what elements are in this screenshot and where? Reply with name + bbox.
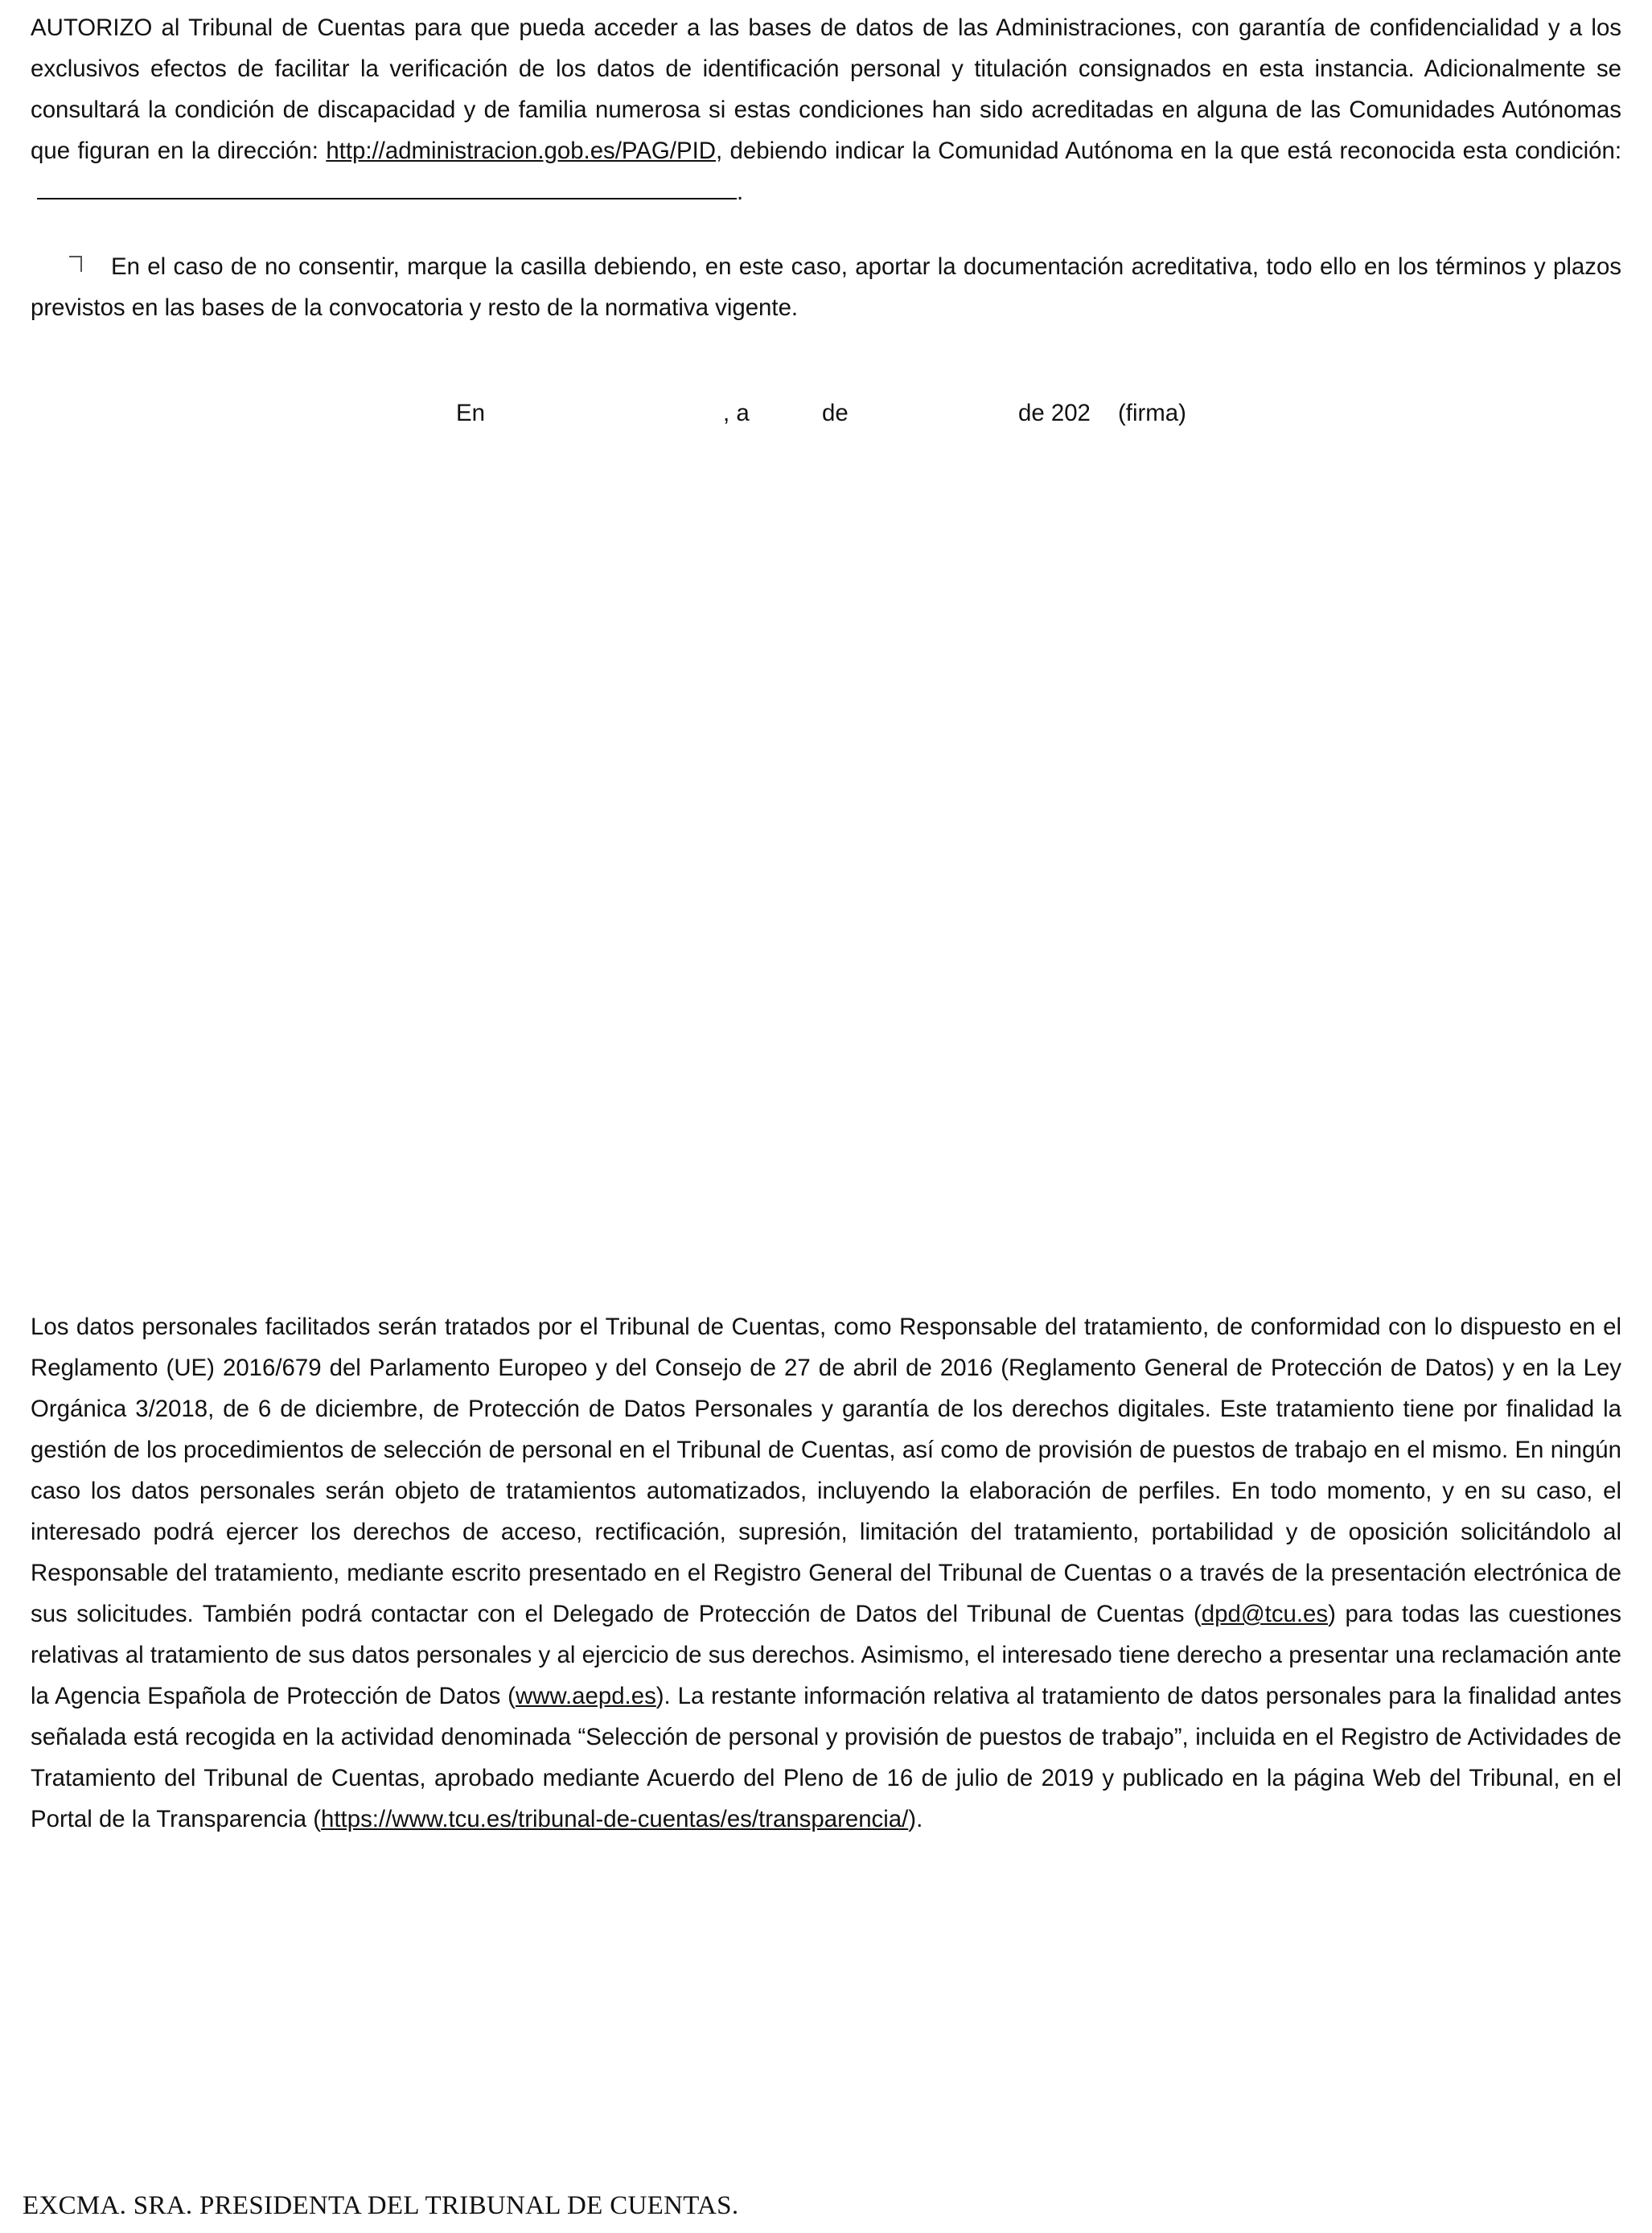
proteccion-datos-paragraph [31, 1306, 1621, 1840]
proteccion-text-4: ). [908, 1806, 923, 1832]
dpd-email-link[interactable]: dpd@tcu.es [1201, 1601, 1329, 1627]
proteccion-text-2: ) para todas las cuestiones relativas al tratamiento de sus datos personales y al ejercicio de sus derechos. Asimismo, el interesado tiene derecho a presentar una reclamación ante la Agencia Española de Protección de Datos ( [31, 1601, 1621, 1709]
transparencia-link[interactable]: https://www.tcu.es/tribunal-de-cuentas/es/transparencia/ [321, 1806, 909, 1832]
date-de-label: de [822, 400, 849, 426]
firma-label: (firma) [1118, 400, 1186, 426]
date-a-label: , a [723, 400, 750, 426]
date-en-label: En [456, 400, 485, 426]
administracion-link[interactable]: http://administracion.gob.es/PAG/PID [326, 138, 716, 164]
no-consentir-checkbox[interactable] [69, 256, 82, 272]
proteccion-text-1: Los datos personales facilitados serán tratados por el Tribunal de Cuentas, como Responsable del tratamiento, de conformidad con lo dispuesto en el Reglamento (UE) 2016/679 del Parlamento Europeo y del Consejo de 27 de abril de 2016 (Reglamento General de Protección de Datos) y en la Ley Orgánica 3/2018, de 6 de diciembre, de Protección de Datos Personales y garantía de los derechos digitales. Este tratamiento tiene por finalidad la gestión de los procedimientos de selección de personal en el Tribunal de Cuentas, así como de provisión de puestos de trabajo en el mismo. En ningún caso los datos personales serán objeto de tratamientos automatizados, incluyendo la elaboración de perfiles. En todo momento, y en su caso, el interesado podrá ejercer los derechos de acceso, rectificación, supresión, limitación del tratamiento, portabilidad y de oposición solicitándolo al Responsable del tratamiento, mediante escrito presentado en el Registro General del Tribunal de Cuentas o a través de la presentación electrónica de sus solicitudes. También podrá contactar con el Delegado de Protección de Datos del Tribunal de Cuentas ( [31, 1314, 1621, 1627]
date-signature-line [0, 393, 1652, 434]
date-year-label: de 202 [1018, 400, 1091, 426]
proteccion-text-3: ). La restante información relativa al tratamiento de datos personales para la finalidad antes señalada está recogida en la actividad denominada “Selección de personal y provisión de puestos de trabajo”, incluida en el Registro de Actividades de Tratamiento del Tribunal de Cuentas, aprobado mediante Acuerdo del Pleno de 16 de julio de 2019 y publicado en la página Web del Tribunal, en el Portal de la Transparencia ( [31, 1683, 1621, 1832]
autorizo-text-2: , debiendo indicar la Comunidad Autónoma en la que está reconocida esta condición: [715, 138, 1621, 164]
addressee-line: EXCMA. SRA. PRESIDENTA DEL TRIBUNAL DE CUENTAS. [23, 2191, 739, 2220]
autorizo-paragraph [31, 7, 1621, 212]
comunidad-autonoma-field[interactable] [37, 177, 737, 199]
no-consentir-text: En el caso de no consentir, marque la casilla debiendo, en este caso, aportar la documentación acreditativa, todo ello en los términos y plazos previstos en las bases de la convocatoria y resto de la normativa vigente. [31, 253, 1621, 321]
no-consentir-paragraph [31, 246, 1621, 328]
autorizo-text-end: . [737, 179, 744, 205]
autorizo-text-1: AUTORIZO al Tribunal de Cuentas para que pueda acceder a las bases de datos de las Administraciones, con garantía de confidencialidad y a los exclusivos efectos de facilitar la verificación de los datos de identificación personal y titulación consignados en esta instancia. Adicionalmente se consultará la condición de discapacidad y de familia numerosa si estas condiciones han sido acreditadas en alguna de las Comunidades Autónomas que figuran en la dirección: [31, 14, 1621, 164]
aepd-link[interactable]: www.aepd.es [515, 1683, 656, 1709]
